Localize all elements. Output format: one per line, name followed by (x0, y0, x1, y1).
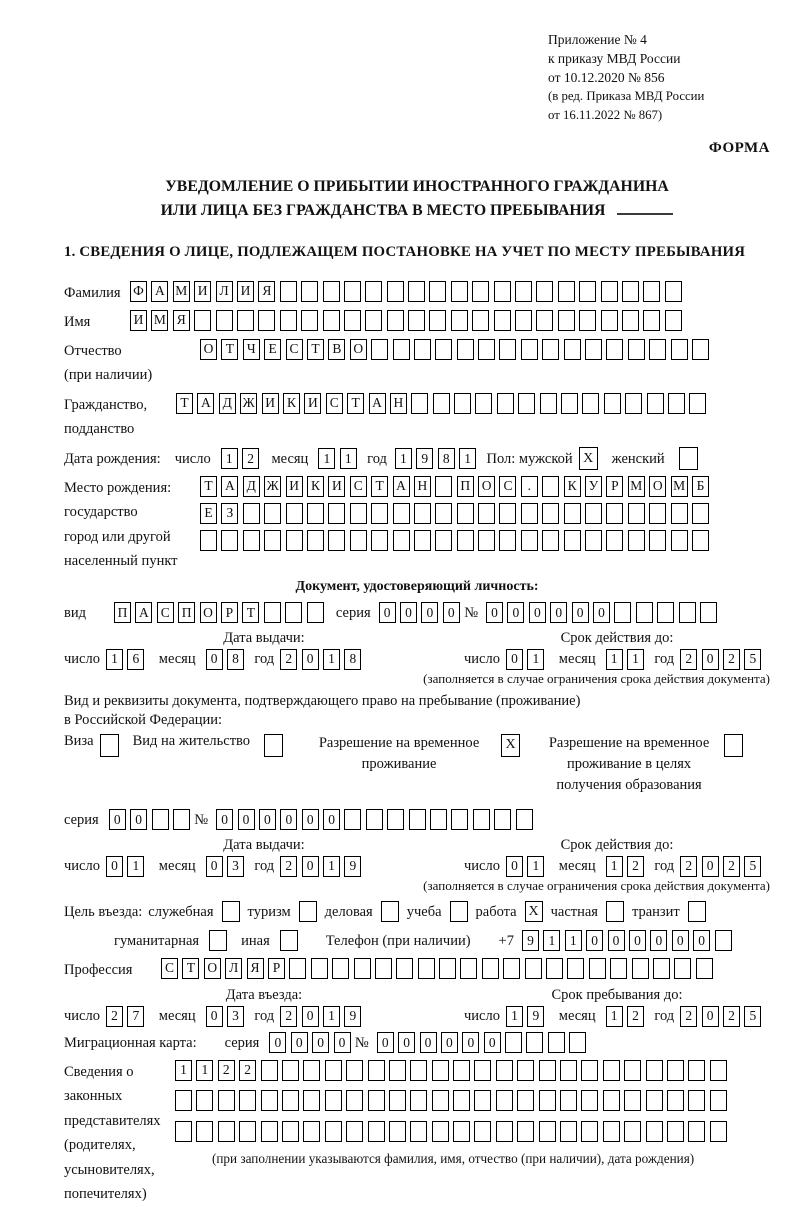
purpose-business-label: деловая (324, 903, 373, 920)
residence-number-input[interactable]: 0 0 0 0 0 0 (216, 809, 537, 830)
representatives-note: (при заполнении указываются фамилия, имя, отчество (при наличии), дата рождения) (211, 1151, 695, 1167)
appendix-line-4: (в ред. Приказа МВД России (548, 89, 705, 104)
doc-kind-label: вид (64, 604, 86, 621)
residence-options-row (64, 733, 770, 796)
stay-month-input[interactable]: 1 2 (606, 1006, 649, 1027)
patronymic-input[interactable]: О Т Ч Е С Т В О (200, 339, 713, 360)
representatives-row-1[interactable]: 1 1 2 2 (175, 1060, 731, 1081)
residence-doc-dates (64, 837, 770, 877)
stay-month-label: месяц (558, 1007, 596, 1024)
migration-number-label: № (354, 1034, 369, 1051)
section-1-heading: 1. СВЕДЕНИЯ О ЛИЦЕ, ПОДЛЕЖАЩЕМ ПОСТАНОВКЕ НА УЧЕТ ПО МЕСТУ ПРЕБЫВАНИЯ (64, 243, 746, 260)
birth-day-input[interactable]: 1 2 (221, 448, 264, 469)
citizenship-row (64, 393, 770, 442)
migration-card-label: Миграционная карта: (64, 1034, 197, 1051)
doc-kind-input[interactable]: П А С П О Р Т (114, 602, 328, 623)
entry-year-label: год (254, 1007, 275, 1024)
birth-year-label: год (367, 450, 387, 467)
surname-row (64, 281, 770, 305)
identity-doc-header: Документ, удостоверяющий личность: (295, 578, 539, 594)
stay-year-input[interactable]: 2 0 2 5 (680, 1006, 766, 1027)
residence-expiry-date-label: Срок действия до: (560, 836, 674, 853)
entry-date-label: Дата въезда: (225, 986, 303, 1003)
identity-doc-dates (64, 630, 770, 670)
birth-date-label: Дата рождения: (64, 450, 161, 467)
entry-dates (64, 987, 770, 1027)
citizenship-label: Гражданство, подданство (64, 396, 148, 438)
given-name-label: Имя (64, 313, 91, 330)
form-label: ФОРМА (708, 139, 770, 156)
residence-issue-month-input[interactable]: 0 3 (206, 856, 249, 877)
phone-input[interactable]: 9 1 1 0 0 0 0 0 0 (522, 930, 736, 951)
residence-expiry-month-input[interactable]: 1 2 (606, 856, 649, 877)
sex-female-label: женский (611, 450, 665, 467)
sex-female-checkbox[interactable] (679, 447, 698, 470)
residence-option-vnzh-label: Вид на жительство (132, 732, 251, 749)
profession-input[interactable]: С Т О Л Я Р (161, 958, 717, 979)
residence-expiry-year-input[interactable]: 2 0 2 5 (680, 856, 766, 877)
stay-day-input[interactable]: 1 9 (506, 1006, 549, 1027)
birth-place-row-2[interactable]: Е З (200, 503, 713, 524)
residence-option-rvp-label: Разрешение на временное проживание (318, 734, 480, 772)
form-title-line-1: УВЕДОМЛЕНИЕ О ПРИБЫТИИ ИНОСТРАННОГО ГРАЖДАНИНА (165, 177, 669, 195)
doc-series-label: серия (335, 604, 371, 621)
purpose-humanitarian-label: гуманитарная (114, 932, 200, 949)
purpose-study-label: учеба (406, 903, 442, 920)
doc-expiry-note: (заполняется в случае ограничения срока действия документа) (423, 670, 770, 686)
birth-place-block (64, 476, 770, 574)
purpose-work-checkbox[interactable]: X (525, 901, 543, 922)
residence-issue-day-input[interactable]: 0 1 (106, 856, 149, 877)
doc-issue-day-input[interactable]: 1 6 (106, 649, 149, 670)
doc-issue-day-label: число (64, 650, 100, 667)
doc-expiry-date-label: Срок действия до: (560, 629, 674, 646)
sex-male-label: Пол: мужской (486, 450, 573, 467)
visit-purpose-label: Цель въезда: (64, 903, 143, 920)
birth-place-inputs (200, 476, 713, 557)
purpose-study-checkbox[interactable] (450, 901, 468, 922)
entry-day-label: число (64, 1007, 100, 1024)
residence-expiry-note: (заполняется в случае ограничения срока действия документа) (423, 877, 770, 893)
residence-intro-1: Вид и реквизиты документа, подтверждающего право на пребывание (проживание) (64, 692, 581, 709)
purpose-private-label: частная (550, 903, 598, 920)
doc-issue-month-label: месяц (158, 650, 196, 667)
doc-expiry-year-label: год (654, 650, 675, 667)
doc-issue-year-input[interactable]: 2 0 1 8 (280, 649, 366, 670)
purpose-row-2 (114, 929, 770, 953)
appendix-line-5: от 16.11.2022 № 867) (548, 107, 663, 122)
purpose-private-checkbox[interactable] (606, 901, 624, 922)
residence-expiry-day-input[interactable]: 0 1 (506, 856, 549, 877)
residence-option-rvp-edu-label: Разрешение на временное проживание в целях получения образования (548, 734, 710, 793)
residence-number-label: № (194, 811, 209, 828)
appendix-line-2: к приказу МВД России (548, 51, 681, 67)
residence-expiry-year-label: год (654, 857, 675, 874)
migration-series-input[interactable]: 0 0 0 0 (269, 1032, 355, 1053)
visit-purpose-row (64, 900, 770, 924)
purpose-other-label: иная (241, 932, 270, 949)
doc-expiry-day-input[interactable]: 0 1 (506, 649, 549, 670)
sex-male-checkbox[interactable]: X (579, 447, 598, 470)
residence-issue-day-label: число (64, 857, 100, 874)
residence-option-visa-label: Виза (64, 732, 94, 749)
birth-year-input[interactable]: 1 9 8 1 (395, 448, 481, 469)
patronymic-label: Отчество (при наличии) (64, 342, 153, 384)
form-title (64, 175, 770, 224)
purpose-official-checkbox[interactable] (222, 901, 240, 922)
migration-number-input[interactable]: 0 0 0 0 0 0 (377, 1032, 591, 1053)
appendix-line-3: от 10.12.2020 № 856 (548, 70, 665, 86)
migration-card-row (64, 1031, 770, 1055)
appendix-reference (548, 30, 770, 124)
purpose-transit-label: транзит (631, 903, 680, 920)
residence-option-visa-checkbox[interactable] (100, 734, 119, 757)
title-blank-underline (617, 203, 673, 215)
doc-expiry-day-label: число (464, 650, 500, 667)
residence-option-vnzh-checkbox[interactable] (264, 734, 283, 757)
representatives-row-2[interactable] (175, 1090, 731, 1111)
stay-until-label: Срок пребывания до: (551, 986, 683, 1003)
doc-issue-year-label: год (254, 650, 275, 667)
doc-number-input[interactable]: 0 0 0 0 0 0 (486, 602, 721, 623)
representatives-block (64, 1060, 770, 1207)
residence-series-input[interactable]: 0 0 (109, 809, 195, 830)
form-title-line-2: ИЛИ ЛИЦА БЕЗ ГРАЖДАНСТВА В МЕСТО ПРЕБЫВАНИЯ (160, 202, 606, 220)
entry-year-input[interactable]: 2 0 1 9 (280, 1006, 366, 1027)
surname-input[interactable]: Ф А М И Л И Я (130, 281, 686, 302)
representatives-row-3[interactable] (175, 1121, 731, 1142)
entry-day-input[interactable]: 2 7 (106, 1006, 149, 1027)
stay-day-label: число (464, 1007, 500, 1024)
doc-issue-date-label: Дата выдачи: (223, 629, 305, 646)
birth-month-label: месяц (271, 450, 309, 467)
migration-series-label: серия (224, 1034, 260, 1051)
residence-expiry-day-label: число (464, 857, 500, 874)
birth-place-label: Место рождения: государство город или другой населенный пункт (64, 479, 178, 570)
residence-option-rvp-checkbox[interactable]: X (501, 734, 520, 757)
entry-month-label: месяц (158, 1007, 196, 1024)
stay-year-label: год (654, 1007, 675, 1024)
doc-series-input[interactable]: 0 0 0 0 (379, 602, 465, 623)
representatives-label: Сведения о законных представителях (родителях, усыновителях, попечителях) (64, 1063, 161, 1203)
residence-option-rvp-edu-checkbox[interactable] (724, 734, 743, 757)
profession-label: Профессия (64, 961, 133, 978)
residence-issue-year-input[interactable]: 2 0 1 9 (280, 856, 366, 877)
doc-issue-month-input[interactable]: 0 8 (206, 649, 249, 670)
doc-expiry-month-label: месяц (558, 650, 596, 667)
purpose-transit-checkbox[interactable] (688, 901, 706, 922)
purpose-official-label: служебная (148, 903, 214, 920)
identity-doc-row (64, 601, 770, 625)
appendix-line-1: Приложение № 4 (548, 32, 647, 47)
given-name-row (64, 310, 770, 334)
residence-series-label: серия (64, 811, 99, 828)
birth-place-row-3[interactable] (200, 530, 713, 551)
patronymic-row (64, 339, 770, 388)
phone-prefix: +7 (498, 932, 514, 949)
purpose-humanitarian-checkbox[interactable] (209, 930, 227, 951)
surname-label: Фамилия (64, 284, 121, 301)
profession-row (64, 958, 770, 982)
birth-date-row (64, 447, 770, 471)
purpose-tourism-checkbox[interactable] (299, 901, 317, 922)
residence-expiry-month-label: месяц (558, 857, 596, 874)
birth-place-row-1[interactable]: Т А Д Ж И К И С Т А Н П О С . К У Р М О М Б (200, 476, 713, 497)
doc-expiry-month-input[interactable]: 1 1 (606, 649, 649, 670)
doc-number-label: № (464, 604, 479, 621)
residence-issue-year-label: год (254, 857, 275, 874)
entry-month-input[interactable]: 0 3 (206, 1006, 249, 1027)
doc-expiry-year-input[interactable]: 2 0 2 5 (680, 649, 766, 670)
representatives-inputs (175, 1060, 731, 1168)
residence-issue-month-label: месяц (158, 857, 196, 874)
purpose-tourism-label: туризм (247, 903, 291, 920)
residence-doc-row (64, 808, 770, 832)
phone-label: Телефон (при наличии) (325, 932, 471, 949)
residence-intro-2: в Российской Федерации: (64, 711, 223, 728)
purpose-work-label: работа (475, 903, 517, 920)
given-name-input[interactable]: И М Я (130, 310, 686, 331)
residence-issue-date-label: Дата выдачи: (223, 836, 305, 853)
citizenship-input[interactable]: Т А Д Ж И К И С Т А Н (176, 393, 711, 414)
purpose-business-checkbox[interactable] (381, 901, 399, 922)
birth-month-input[interactable]: 1 1 (318, 448, 361, 469)
birth-day-label: число (174, 450, 211, 467)
purpose-other-checkbox[interactable] (280, 930, 298, 951)
